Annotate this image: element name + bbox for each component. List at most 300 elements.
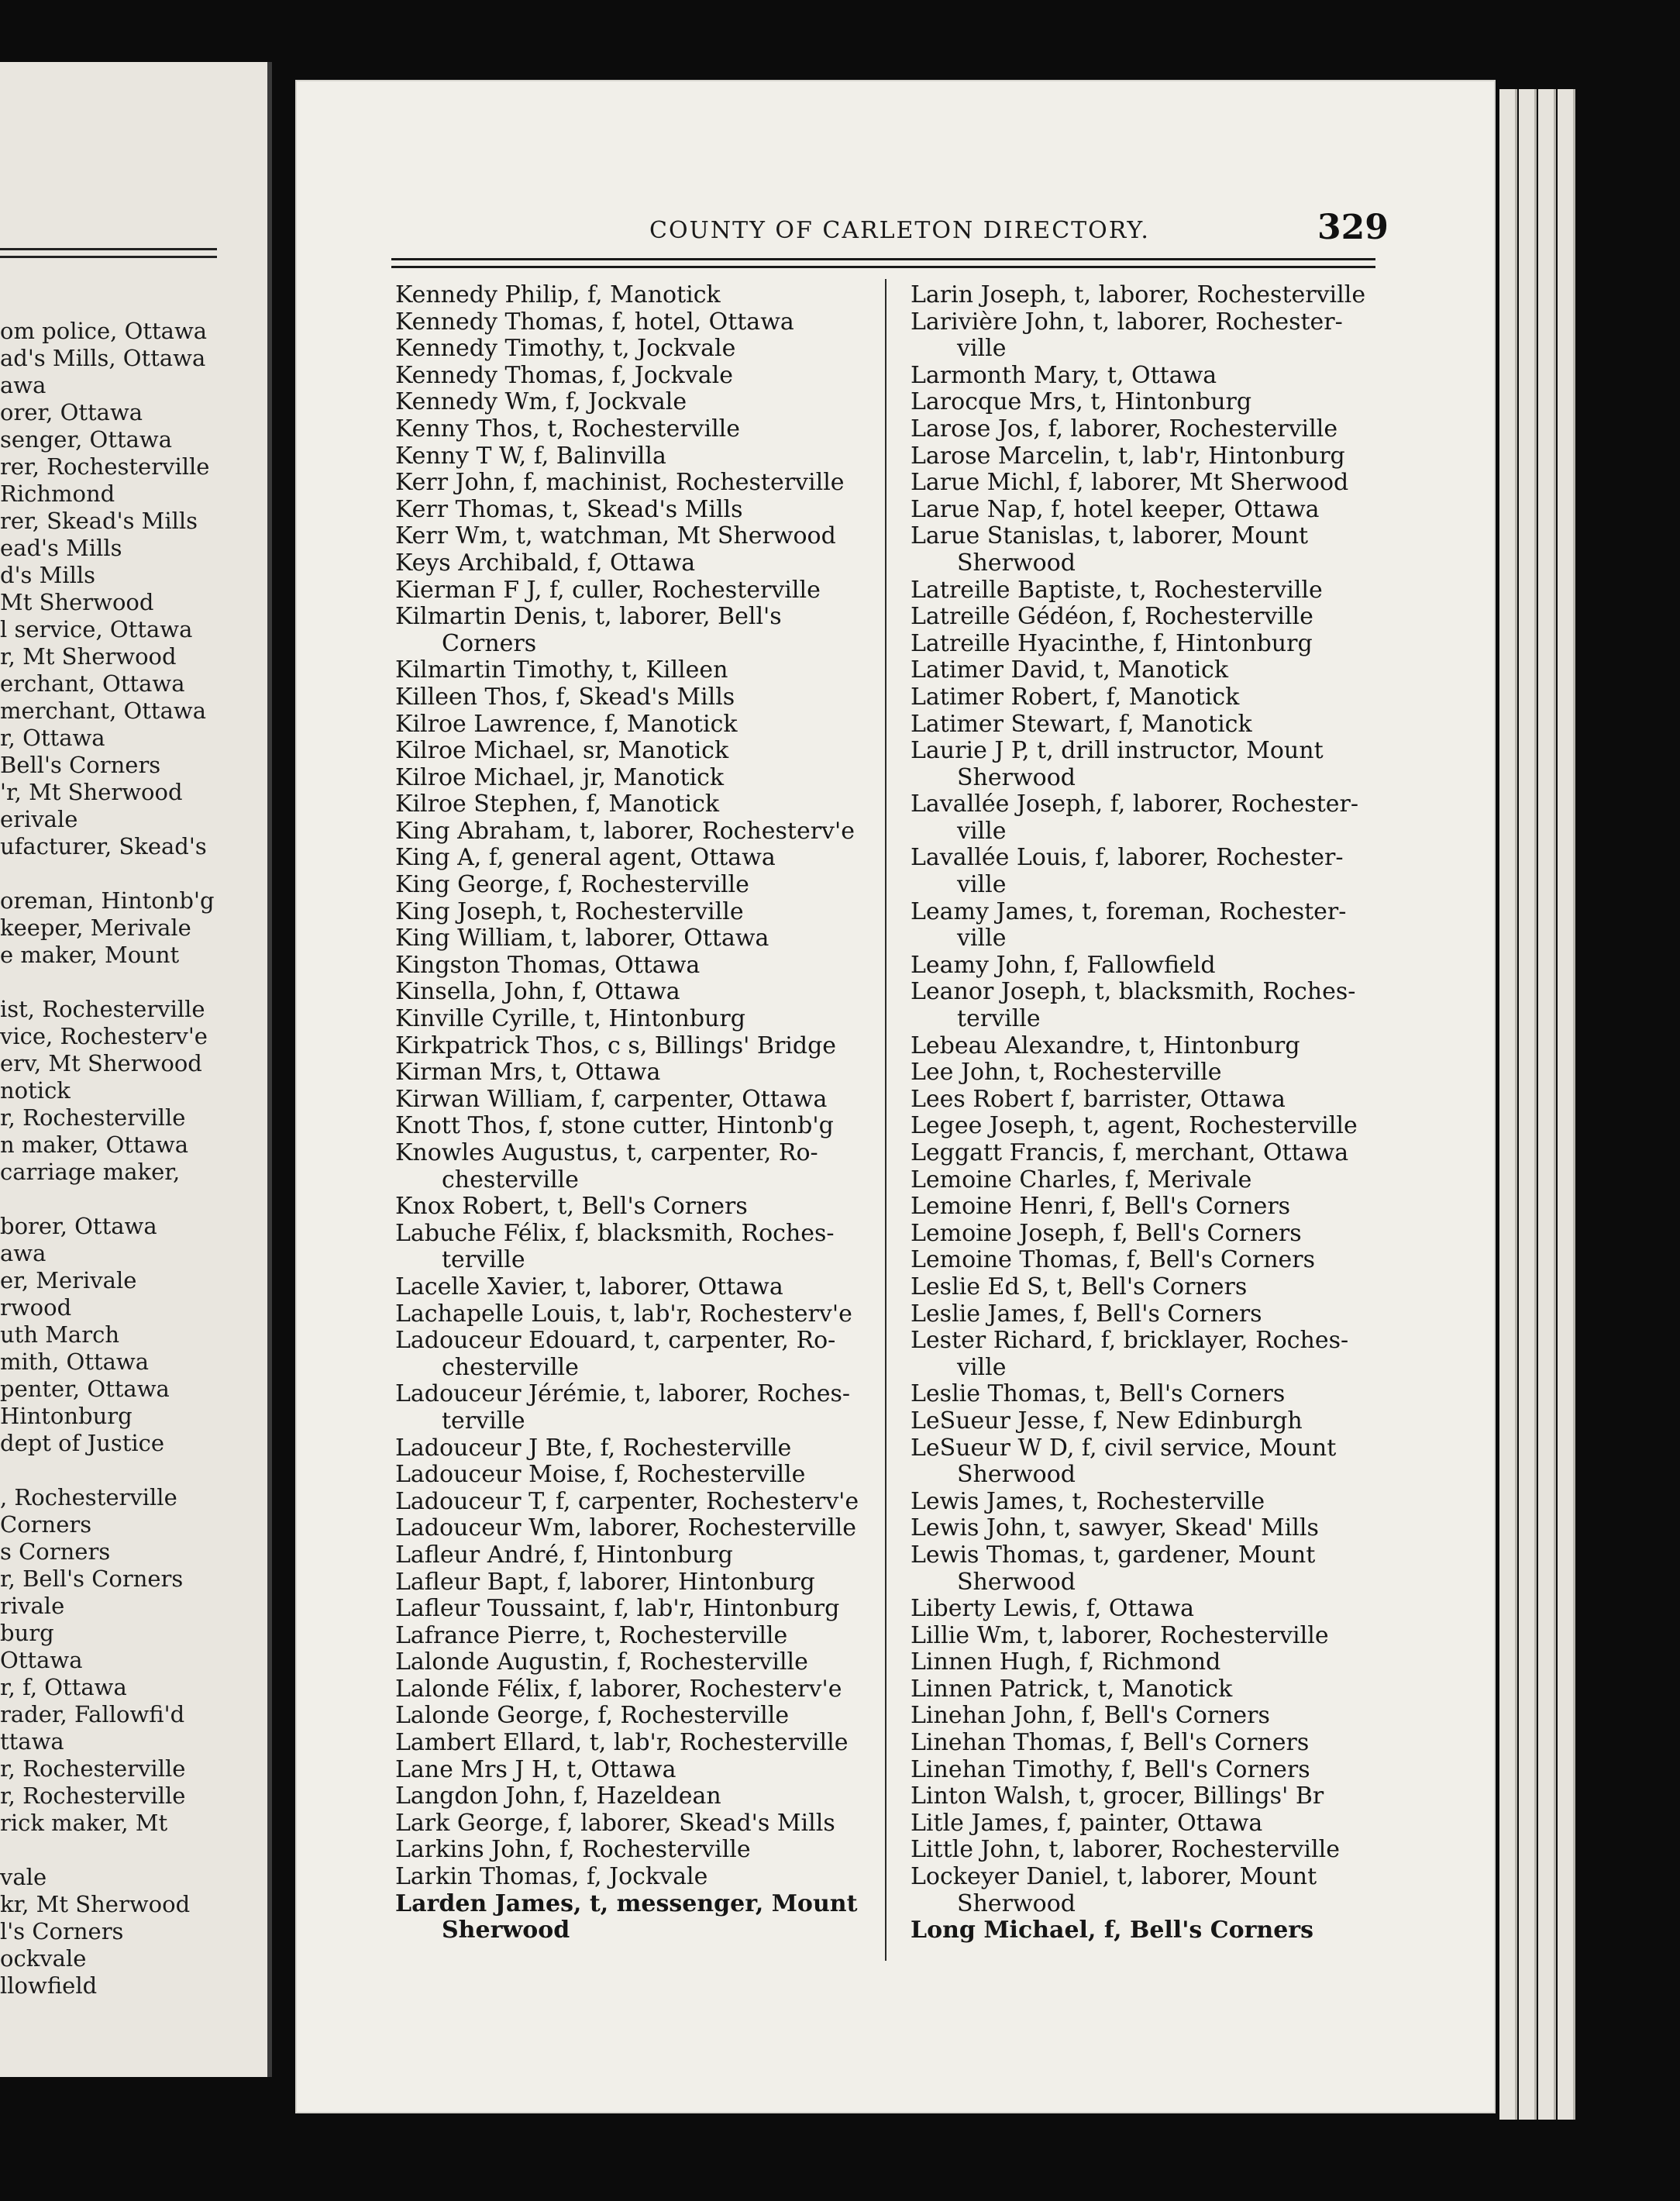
directory-entry (911, 738, 1391, 791)
facing-page-line: Corners (0, 1511, 92, 1538)
facing-page-line: rivale (0, 1593, 65, 1619)
directory-entry (911, 1515, 1391, 1542)
directory-entry (911, 416, 1391, 443)
directory-entry-continuation: chesterville (442, 1166, 579, 1194)
directory-entry (911, 1408, 1391, 1435)
directory-entry (911, 1087, 1391, 1114)
facing-page-line (0, 1457, 232, 1484)
directory-entry-line: King William, t, laborer, Ottawa (395, 925, 769, 952)
directory-entry-line: Ladouceur Wm, laborer, Rochesterville (395, 1514, 857, 1542)
directory-entry-line: Liberty Lewis, f, Ottawa (911, 1595, 1195, 1623)
directory-entry-line: Leggatt Francis, f, merchant, Ottawa (911, 1139, 1349, 1166)
directory-entry-line: Larocque Mrs, t, Hintonburg (911, 388, 1252, 416)
directory-entry-continuation: Sherwood (957, 549, 1076, 577)
directory-entry-line: Killeen Thos, f, Skead's Mills (395, 683, 735, 711)
facing-page-rule (0, 256, 217, 258)
directory-entry-line: Knott Thos, f, stone cutter, Hintonb'g (395, 1112, 834, 1140)
directory-entry-line: Kerr John, f, machinist, Rochesterville (395, 469, 845, 497)
directory-entry-line: Ladouceur Jérémie, t, laborer, Roches- (395, 1380, 851, 1408)
facing-page-line: rwood (0, 1294, 72, 1321)
directory-entry (911, 1489, 1391, 1516)
facing-page-line: borer, Ottawa (0, 1213, 157, 1239)
facing-page-line: r, Bell's Corners (0, 1566, 184, 1592)
facing-page-line: llowfield (0, 1972, 98, 1999)
facing-page-line: erv, Mt Sherwood (0, 1050, 202, 1076)
facing-page-line: Richmond (0, 480, 115, 507)
directory-entry-line: Larivière John, t, laborer, Rochester- (911, 308, 1343, 336)
directory-entry-continuation: Sherwood (957, 763, 1076, 791)
directory-entry-line: Legee Joseph, t, agent, Rochesterville (911, 1112, 1358, 1140)
directory-entry-line: Lemoine Thomas, f, Bell's Corners (911, 1246, 1316, 1274)
directory-entry (395, 738, 876, 765)
directory-entry-continuation: ville (957, 871, 1007, 899)
facing-page-line: notick (0, 1077, 71, 1104)
facing-page-line: kr, Mt Sherwood (0, 1891, 191, 1917)
directory-entry (395, 1864, 876, 1891)
directory-entry (395, 363, 876, 390)
directory-entry-line: Larose Jos, f, laborer, Rochesterville (911, 415, 1338, 443)
directory-entry-line: Little John, t, laborer, Rochesterville (911, 1836, 1340, 1864)
directory-entry-continuation: terville (957, 1005, 1041, 1033)
facing-page-line: n maker, Ottawa (0, 1132, 189, 1158)
directory-entry-line: Keys Archibald, f, Ottawa (395, 549, 696, 577)
directory-entry-line: King Abraham, t, laborer, Rochesterv'e (395, 817, 855, 845)
facing-page-line (0, 969, 232, 996)
directory-entry-line: Long Michael, f, Bell's Corners (911, 1917, 1314, 1944)
directory-entry (395, 925, 876, 952)
directory-entry (911, 1274, 1391, 1301)
directory-entry (911, 1435, 1391, 1489)
facing-page-line: ead's Mills (0, 535, 122, 561)
directory-entry-line: Larin Joseph, t, laborer, Rochesterville (911, 281, 1366, 308)
directory-entry-line: Kennedy Thomas, f, hotel, Ottawa (395, 308, 794, 336)
facing-page-line: d's Mills (0, 562, 96, 588)
facing-page-line: ad's Mills, Ottawa (0, 345, 206, 371)
directory-entry-line: Latimer David, t, Manotick (911, 656, 1229, 684)
directory-entry-line: Kennedy Timothy, t, Jockvale (395, 335, 736, 363)
directory-entry-line: Linehan Thomas, f, Bell's Corners (911, 1729, 1310, 1757)
facing-page-rule (0, 248, 217, 250)
directory-entry-line: Latreille Baptiste, t, Rochesterville (911, 576, 1323, 604)
facing-page-line (0, 1837, 232, 1864)
directory-entry (911, 577, 1391, 604)
facing-page-line: dept of Justice (0, 1430, 165, 1456)
directory-entry-line: Kinville Cyrille, t, Hintonburg (395, 1005, 745, 1033)
directory-entry-line: Lemoine Joseph, f, Bell's Corners (911, 1219, 1302, 1247)
directory-entry-line: Lebeau Alexandre, t, Hintonburg (911, 1032, 1300, 1059)
facing-page-line: keeper, Merivale (0, 914, 191, 941)
directory-entry (395, 1542, 876, 1569)
directory-entry-line: Lalonde Augustin, f, Rochesterville (395, 1648, 808, 1676)
directory-entry (395, 1676, 876, 1703)
facing-page-line: merchant, Ottawa (0, 698, 206, 724)
directory-entry-line: Latreille Hyacinthe, f, Hintonburg (911, 629, 1313, 657)
directory-entry (395, 470, 876, 497)
directory-entry-line: Lark George, f, laborer, Skead's Mills (395, 1809, 835, 1837)
directory-entry (911, 1221, 1391, 1248)
directory-entry-line: Lambert Ellard, t, lab'r, Rochesterville (395, 1729, 849, 1757)
directory-entry (911, 309, 1391, 363)
page-number: 329 (1317, 208, 1389, 247)
directory-entry (911, 1140, 1391, 1167)
directory-entry-line: Linnen Hugh, f, Richmond (911, 1648, 1221, 1676)
facing-page-line: mith, Ottawa (0, 1348, 150, 1375)
directory-entry (395, 952, 876, 980)
directory-entry (395, 791, 876, 818)
directory-entry-line: Leslie James, f, Bell's Corners (911, 1300, 1262, 1328)
directory-entry (395, 1087, 876, 1114)
directory-entry (395, 1515, 876, 1542)
directory-entry-line: Lillie Wm, t, laborer, Rochesterville (911, 1621, 1329, 1649)
facing-page-line: 'r, Mt Sherwood (0, 779, 183, 805)
directory-entry-continuation: ville (957, 335, 1007, 363)
directory-entry (911, 1676, 1391, 1703)
page-edge (1499, 89, 1517, 2120)
directory-entry-continuation: Sherwood (442, 1917, 570, 1944)
directory-entry (395, 1623, 876, 1650)
facing-page-line (0, 1186, 232, 1213)
directory-entry (395, 1837, 876, 1864)
directory-entry-line: Kirman Mrs, t, Ottawa (395, 1059, 661, 1087)
directory-entry-line: Lester Richard, f, bricklayer, Roches- (911, 1327, 1349, 1355)
directory-entry-line: Kingston Thomas, Ottawa (395, 951, 701, 979)
directory-entry-line: Kilroe Michael, jr, Manotick (395, 763, 725, 791)
header-rule (391, 258, 1375, 260)
directory-entry (911, 1596, 1391, 1623)
facing-page-line: ist, Rochesterville (0, 996, 205, 1022)
facing-page-line: burg (0, 1620, 54, 1646)
directory-entry-continuation: Sherwood (957, 1461, 1076, 1489)
directory-entry (395, 1435, 876, 1462)
directory-entry-line: Larue Stanislas, t, laborer, Mount (911, 522, 1309, 550)
directory-entry-line: Kerr Wm, t, watchman, Mt Sherwood (395, 522, 836, 550)
directory-entry (911, 1542, 1391, 1596)
directory-entry (395, 336, 876, 363)
directory-entry-line: Larmonth Mary, t, Ottawa (911, 361, 1217, 389)
facing-page-line: orer, Ottawa (0, 399, 143, 425)
directory-entry-continuation: Sherwood (957, 1889, 1076, 1917)
directory-entry (911, 657, 1391, 684)
directory-entry-line: Kennedy Wm, f, Jockvale (395, 388, 687, 416)
facing-page-line: s Corners (0, 1538, 111, 1565)
running-title: COUNTY OF CARLETON DIRECTORY. (649, 217, 1150, 244)
facing-page-line: e maker, Mount (0, 942, 180, 968)
facing-page-line: ockvale (0, 1945, 87, 1972)
page-edge (1538, 89, 1556, 2120)
directory-entry-line: Ladouceur J Bte, f, Rochesterville (395, 1434, 792, 1462)
directory-entry-line: Kilroe Stephen, f, Manotick (395, 790, 720, 818)
facing-page-line: uth March (0, 1321, 119, 1348)
directory-entry-continuation: terville (442, 1407, 525, 1435)
directory-entry (395, 657, 876, 684)
facing-page-line: r, Ottawa (0, 725, 105, 751)
directory-entry-line: Latimer Robert, f, Manotick (911, 683, 1240, 711)
directory-entry-line: Leslie Thomas, t, Bell's Corners (911, 1380, 1286, 1408)
directory-entry-continuation: Corners (442, 629, 537, 657)
directory-entry (395, 1113, 876, 1140)
directory-entry (395, 1891, 876, 1944)
header-rule (391, 266, 1375, 268)
directory-entry (395, 1381, 876, 1435)
directory-entry-line: Lees Robert f, barrister, Ottawa (911, 1085, 1286, 1113)
page-edge (1519, 89, 1537, 2120)
directory-entry-line: Lavallée Louis, f, laborer, Rochester- (911, 844, 1344, 872)
facing-page-line: awa (0, 372, 46, 398)
directory-entry-line: Labuche Félix, f, blacksmith, Roches- (395, 1219, 835, 1247)
facing-page-line: r, f, Ottawa (0, 1674, 127, 1700)
directory-entry (395, 577, 876, 604)
facing-page-line: er, Merivale (0, 1267, 137, 1293)
facing-page-line: l's Corners (0, 1918, 124, 1944)
directory-entry (911, 845, 1391, 898)
facing-page-line: r, Rochesterville (0, 1782, 186, 1809)
directory-entry-line: Larden James, t, messenger, Mount (395, 1889, 858, 1917)
directory-entry-line: Ladouceur T, f, carpenter, Rochesterv'e (395, 1487, 859, 1515)
directory-entry (395, 1783, 876, 1810)
directory-entry-line: Leamy James, t, foreman, Rochester- (911, 897, 1347, 925)
directory-entry (911, 1649, 1391, 1676)
facing-page (0, 62, 272, 2077)
directory-entry (911, 523, 1391, 577)
facing-page-line: ttawa (0, 1728, 64, 1755)
directory-entry-line: Lockeyer Daniel, t, laborer, Mount (911, 1863, 1317, 1891)
directory-entry-line: Kilroe Lawrence, f, Manotick (395, 710, 738, 738)
directory-entry (911, 899, 1391, 952)
directory-entry-line: Laurie J P, t, drill instructor, Mount (911, 737, 1324, 765)
directory-entry-line: Kilmartin Denis, t, laborer, Bell's (395, 603, 782, 631)
directory-entry (911, 470, 1391, 497)
facing-page-line: , Rochesterville (0, 1484, 177, 1510)
directory-entry (911, 1059, 1391, 1087)
directory-entry-continuation: Sherwood (957, 1568, 1076, 1596)
directory-entry (395, 1140, 876, 1194)
directory-entry (395, 845, 876, 872)
directory-entry-line: King A, f, general agent, Ottawa (395, 844, 776, 872)
directory-entry (911, 684, 1391, 711)
directory-entry-line: Lewis Thomas, t, gardener, Mount (911, 1541, 1316, 1569)
directory-entry-line: Lachapelle Louis, t, lab'r, Rochesterv'e (395, 1300, 852, 1328)
directory-entry (911, 389, 1391, 416)
directory-entry-line: Lacelle Xavier, t, laborer, Ottawa (395, 1273, 783, 1300)
facing-page-line: vice, Rochesterv'e (0, 1023, 208, 1049)
facing-page-line: Bell's Corners (0, 752, 161, 778)
directory-entry-line: Kilmartin Timothy, t, Killeen (395, 656, 728, 684)
directory-column-left (395, 282, 876, 1944)
facing-page-line: rer, Skead's Mills (0, 508, 198, 534)
facing-page-line: r, Rochesterville (0, 1755, 186, 1782)
directory-entry-line: Lafleur Bapt, f, laborer, Hintonburg (395, 1568, 815, 1596)
directory-entry-line: Larue Nap, f, hotel keeper, Ottawa (911, 495, 1320, 523)
directory-entry (395, 1703, 876, 1730)
directory-entry (911, 497, 1391, 524)
directory-entry (395, 1757, 876, 1784)
directory-entry-line: Lewis James, t, Rochesterville (911, 1487, 1265, 1515)
directory-entry-line: Lavallée Joseph, f, laborer, Rochester- (911, 790, 1358, 818)
directory-entry-line: Leanor Joseph, t, blacksmith, Roches- (911, 978, 1356, 1006)
facing-page-line: om police, Ottawa (0, 318, 208, 344)
directory-entry (911, 363, 1391, 390)
directory-entry-line: Ladouceur Edouard, t, carpenter, Ro- (395, 1327, 836, 1355)
directory-entry-line: Latimer Stewart, f, Manotick (911, 710, 1252, 738)
directory-entry (395, 282, 876, 309)
directory-entry-line: Linehan Timothy, f, Bell's Corners (911, 1755, 1310, 1783)
directory-entry-line: Kennedy Philip, f, Manotick (395, 281, 721, 308)
facing-page-line: rader, Fallowfi'd (0, 1701, 185, 1727)
directory-entry-line: Leslie Ed S, t, Bell's Corners (911, 1273, 1248, 1300)
directory-entry-continuation: ville (957, 925, 1007, 952)
facing-page-line: penter, Ottawa (0, 1376, 170, 1402)
directory-entry (395, 1489, 876, 1516)
facing-page-line: Ottawa (0, 1647, 83, 1673)
directory-entry-line: Kenny T W, f, Balinvilla (395, 442, 666, 470)
directory-entry-line: Latreille Gédéon, f, Rochesterville (911, 603, 1313, 631)
directory-entry-line: Lalonde Félix, f, laborer, Rochesterv'e (395, 1675, 842, 1703)
directory-entry (395, 416, 876, 443)
directory-entry-line: Kirwan William, f, carpenter, Ottawa (395, 1085, 828, 1113)
directory-entry (395, 1059, 876, 1087)
directory-entry-line: Lalonde George, f, Rochesterville (395, 1702, 790, 1730)
directory-entry-line: Lane Mrs J H, t, Ottawa (395, 1755, 676, 1783)
facing-page-line: rer, Rochesterville (0, 453, 210, 480)
directory-entry (395, 711, 876, 739)
directory-entry (395, 1301, 876, 1328)
directory-entry (911, 1864, 1391, 1917)
directory-entry (911, 604, 1391, 631)
facing-page-line: l service, Ottawa (0, 616, 193, 642)
directory-entry (911, 631, 1391, 658)
directory-entry (395, 1810, 876, 1838)
directory-entry-line: Larkins John, f, Rochesterville (395, 1836, 751, 1864)
directory-entry (911, 282, 1391, 309)
directory-entry-line: Kinsella, John, f, Ottawa (395, 978, 680, 1006)
directory-entry (395, 1462, 876, 1489)
directory-entry (911, 1703, 1391, 1730)
directory-entry (395, 523, 876, 550)
facing-page-line: carriage maker, (0, 1159, 181, 1185)
facing-page-line: Hintonburg (0, 1403, 133, 1429)
facing-page-line: r, Mt Sherwood (0, 643, 177, 670)
directory-entry (395, 389, 876, 416)
directory-entry (911, 1757, 1391, 1784)
directory-entry-line: Lemoine Charles, f, Merivale (911, 1166, 1252, 1194)
directory-entry (395, 872, 876, 899)
directory-entry-line: Lewis John, t, sawyer, Skead' Mills (911, 1514, 1319, 1542)
directory-entry-line: King George, f, Rochesterville (395, 871, 749, 899)
directory-entry-continuation: terville (442, 1246, 525, 1274)
directory-entry (911, 1113, 1391, 1140)
facing-page-line: erivale (0, 806, 78, 832)
directory-entry (395, 309, 876, 336)
directory-entry-line: Linnen Patrick, t, Manotick (911, 1675, 1233, 1703)
facing-page-line (0, 860, 232, 887)
facing-page-line: Mt Sherwood (0, 589, 154, 615)
directory-entry (395, 550, 876, 577)
directory-entry-line: Kenny Thos, t, Rochesterville (395, 415, 741, 443)
directory-entry (911, 1837, 1391, 1864)
directory-entry (395, 765, 876, 792)
directory-entry (911, 1381, 1391, 1408)
directory-entry (911, 443, 1391, 470)
directory-entry (911, 1783, 1391, 1810)
directory-entry-line: Ladouceur Moise, f, Rochesterville (395, 1461, 806, 1489)
directory-entry-line: Kilroe Michael, sr, Manotick (395, 737, 729, 765)
directory-entry (911, 1810, 1391, 1838)
directory-entry-continuation: ville (957, 817, 1007, 845)
directory-entry (911, 1917, 1391, 1944)
directory-entry (395, 979, 876, 1006)
directory-entry-line: Linehan John, f, Bell's Corners (911, 1702, 1270, 1730)
directory-entry (911, 1033, 1391, 1060)
facing-page-line: awa (0, 1240, 46, 1266)
directory-entry-line: Lee John, t, Rochesterville (911, 1059, 1222, 1087)
column-divider (885, 279, 886, 1961)
directory-entry (395, 1274, 876, 1301)
directory-entry (395, 1596, 876, 1623)
facing-page-line: erchant, Ottawa (0, 670, 185, 697)
directory-entry (395, 1006, 876, 1033)
facing-page-line: senger, Ottawa (0, 426, 173, 453)
directory-entry-line: LeSueur Jesse, f, New Edinburgh (911, 1407, 1303, 1435)
facing-page-column (0, 318, 232, 2000)
directory-entry-line: Lafleur Toussaint, f, lab'r, Hintonburg (395, 1595, 840, 1623)
directory-entry-line: Litle James, f, painter, Ottawa (911, 1809, 1263, 1837)
directory-entry (395, 684, 876, 711)
directory-entry-line: Linton Walsh, t, grocer, Billings' Br (911, 1782, 1324, 1810)
directory-entry-line: Leamy John, f, Fallowfield (911, 951, 1216, 979)
directory-entry (911, 1301, 1391, 1328)
facing-page-line: oreman, Hintonb'g (0, 887, 215, 914)
directory-entry (395, 497, 876, 524)
directory-entry-line: Lemoine Henri, f, Bell's Corners (911, 1193, 1291, 1221)
facing-page-line: r, Rochesterville (0, 1104, 186, 1131)
directory-entry (395, 443, 876, 470)
facing-page-line: ufacturer, Skead's (0, 833, 207, 859)
directory-entry-line: Kierman F J, f, culler, Rochesterville (395, 576, 821, 604)
directory-entry-line: Knowles Augustus, t, carpenter, Ro- (395, 1139, 818, 1166)
directory-entry-line: Langdon John, f, Hazeldean (395, 1782, 721, 1810)
directory-entry-line: LeSueur W D, f, civil service, Mount (911, 1434, 1337, 1462)
directory-entry-line: Kennedy Thomas, f, Jockvale (395, 361, 733, 389)
directory-entry (911, 1167, 1391, 1194)
directory-entry (911, 1623, 1391, 1650)
directory-entry-line: King Joseph, t, Rochesterville (395, 897, 744, 925)
directory-entry (911, 1730, 1391, 1757)
directory-entry-line: Knox Robert, t, Bell's Corners (395, 1193, 748, 1221)
directory-entry-line: Larose Marcelin, t, lab'r, Hintonburg (911, 442, 1345, 470)
directory-entry (395, 1328, 876, 1381)
directory-entry-line: Lafleur André, f, Hintonburg (395, 1541, 733, 1569)
facing-page-line: rick maker, Mt (0, 1810, 168, 1836)
directory-entry (911, 1194, 1391, 1221)
directory-entry (911, 979, 1391, 1032)
page-edge (1558, 89, 1575, 2120)
directory-entry (395, 1194, 876, 1221)
directory-entry-line: Larue Michl, f, laborer, Mt Sherwood (911, 469, 1349, 497)
directory-entry (911, 711, 1391, 739)
directory-column-right (911, 282, 1391, 1944)
directory-entry-line: Lafrance Pierre, t, Rochesterville (395, 1621, 788, 1649)
directory-entry (395, 1730, 876, 1757)
directory-entry-line: Larkin Thomas, f, Jockvale (395, 1863, 708, 1891)
directory-entry (395, 1033, 876, 1060)
directory-entry (395, 899, 876, 926)
directory-entry-line: Kirkpatrick Thos, c s, Billings' Bridge (395, 1032, 837, 1059)
directory-entry-continuation: ville (957, 1353, 1007, 1381)
directory-entry (911, 952, 1391, 980)
directory-entry (395, 1649, 876, 1676)
facing-page-line: vale (0, 1864, 47, 1890)
directory-entry (395, 604, 876, 657)
